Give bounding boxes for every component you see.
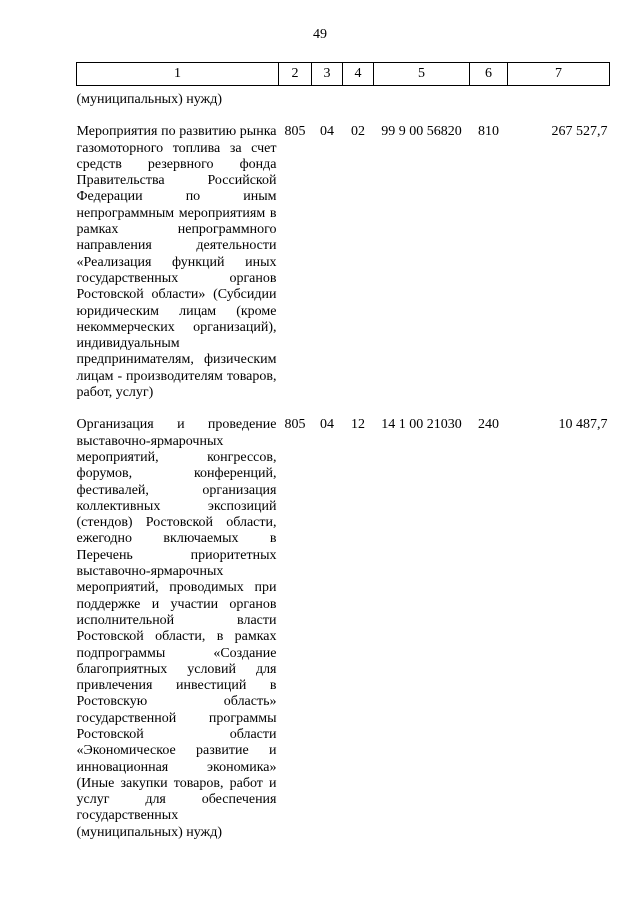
- budget-table: [76, 62, 610, 841]
- column-header: 3: [312, 63, 343, 86]
- row-expense-type: 810: [478, 124, 499, 140]
- row-section-code: 04: [320, 124, 334, 140]
- row-section-code: 04: [320, 417, 334, 433]
- table-header-row: [77, 63, 610, 86]
- table-row: [77, 417, 610, 841]
- page-number: 49: [313, 27, 327, 42]
- row-ministry-code: 805: [284, 417, 306, 433]
- row-description: Организация и проведение выставочно-ярмарочных мероприятий, конгрессов, форумов, конференций, фестивалей, организация коллективных экспозиций (стендов) Ростовской области, ежегодно включаемых в Перечень приоритетных выставочно-ярмарочных мероприятий, проводимых при поддержке и участии органов исполнительной власти Ростовской области, в рамках подпрограммы «Создание благоприятных условий для привлечения инвестиций в Ростовскую область» государственной программы Ростовской области «Экономическое развитие и инновационная экономика» (Иные закупки товаров, работ и услуг для обеспечения государственных (муниципальных) нужд): [76, 417, 277, 840]
- row-amount: 267 527,7: [551, 124, 608, 140]
- row-expense-type: 240: [478, 417, 499, 433]
- row-target-code: 99 9 00 56820: [381, 124, 462, 140]
- row-ministry-code: 805: [284, 124, 306, 140]
- continuation-text: (муниципальных) нужд): [76, 92, 223, 107]
- column-header: 1: [77, 63, 279, 86]
- row-subsection-code: 02: [351, 124, 365, 140]
- table-row: [77, 124, 610, 401]
- row-description: Мероприятия по развитию рынка газомоторного топлива за счет средств резервного фонда Правительства Российской Федерации по иным непрограммным мероприятиям в рамках непрограммного направления деятельности «Реализация функций иных государственных органов Ростовской области» (Субсидии юридическим лицам (кроме некоммерческих организаций), индивидуальным предпринимателям, физическим лицам - производителям товаров, работ, услуг): [76, 124, 277, 401]
- column-header: 4: [343, 63, 374, 86]
- column-header: 7: [508, 63, 610, 86]
- column-header: 5: [374, 63, 470, 86]
- column-header: 6: [470, 63, 508, 86]
- row-target-code: 14 1 00 21030: [381, 417, 462, 433]
- row-amount: 10 487,7: [558, 417, 608, 433]
- column-header: 2: [279, 63, 312, 86]
- row-subsection-code: 12: [351, 417, 365, 433]
- continuation-row: [77, 86, 610, 109]
